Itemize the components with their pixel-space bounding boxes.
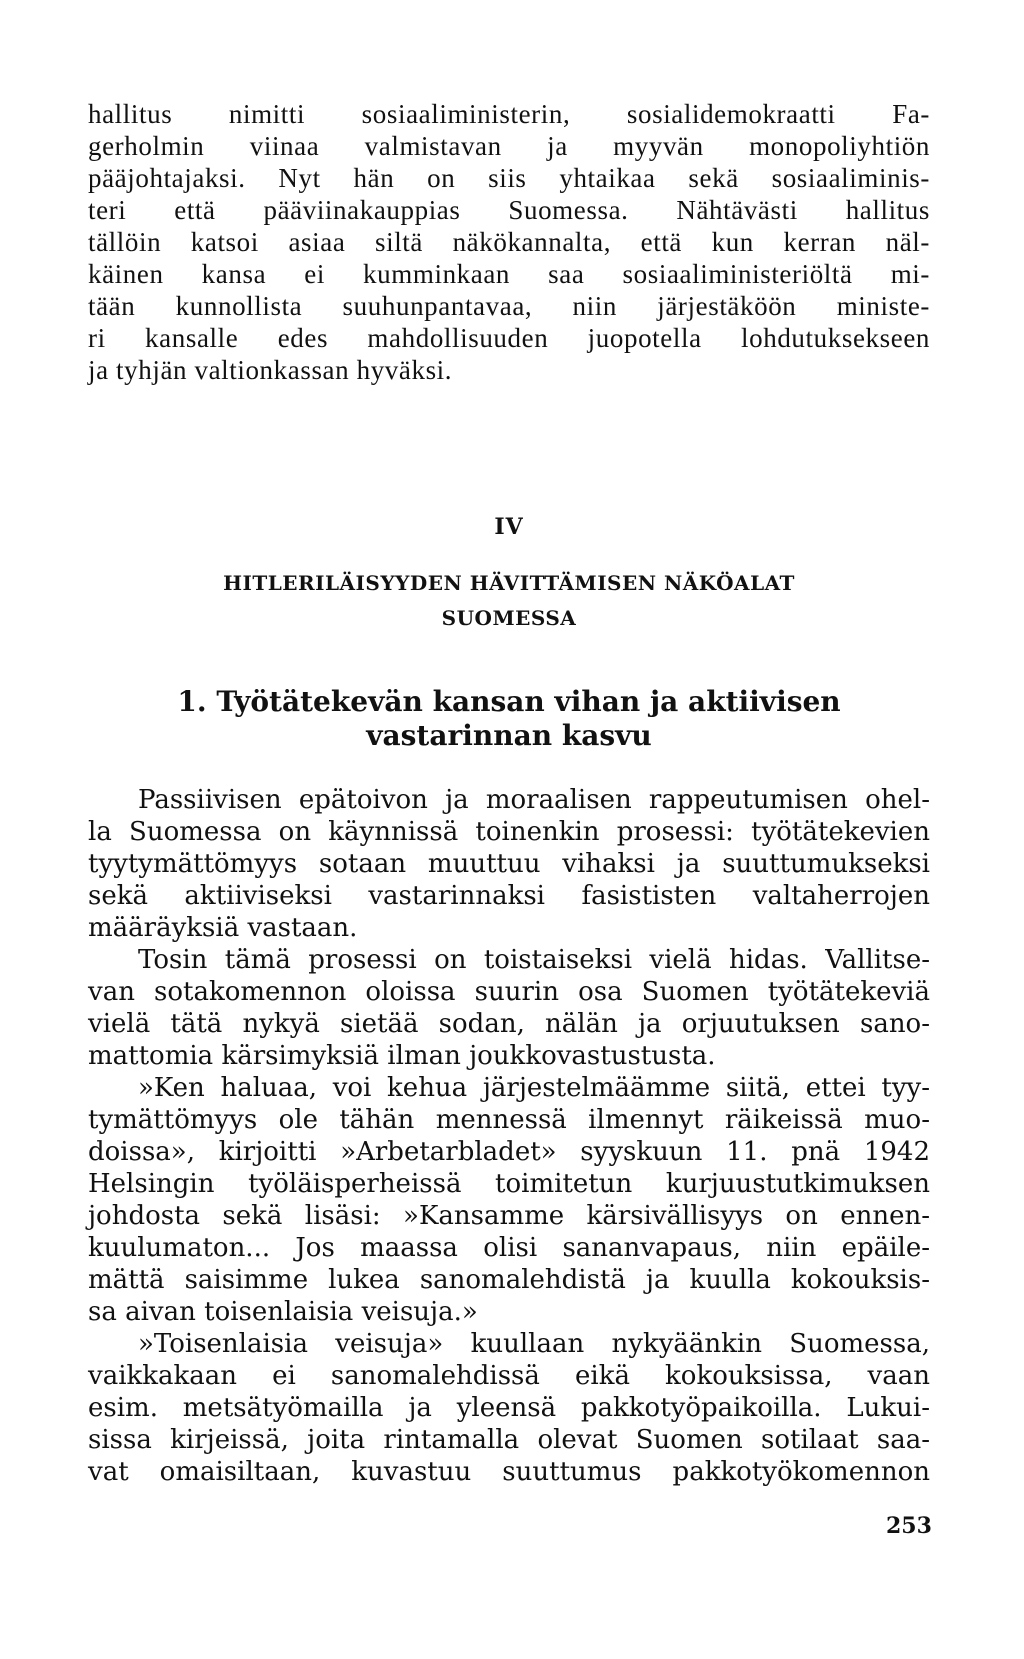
text-line: sa aivan toisenlaisia veisuja.» [88,1297,478,1327]
text-line: johdosta sekä lisäsi: »Kansamme kärsivällisyys on ennen- [88,1201,930,1231]
text-line: Passiivisen epätoivon ja moraalisen rappeutumisen ohel- [138,785,930,815]
text-line: vat omaisiltaan, kuvastuu suuttumus pakkotyökomennon [88,1457,930,1487]
page-number: 253 [886,1513,932,1539]
text-line: van sotakomennon oloissa suurin osa Suomen työtätekeviä [88,977,930,1007]
section-title-continued: vastarinnan kasvu [366,719,652,752]
text-line: doissa», kirjoitti »Arbetarbladet» syyskuun 11. pnä 1942 [88,1137,930,1167]
text-line: »Toisenlaisia veisuja» kuullaan nykyäänkin Suomessa, [138,1329,930,1359]
text-line: gerholmin viinaa valmistavan ja myyvän monopoliyhtiön [88,131,930,161]
text-line: mattomia kärsimyksiä ilman joukkovastustusta. [88,1041,716,1071]
text-line: tymättömyys ole tähän mennessä ilmennyt räikeissä muo- [88,1105,930,1135]
text-line: Tosin tämä prosessi on toistaiseksi vielä hidas. Vallitse- [138,945,930,975]
text-line: tään kunnollista suuhunpantavaa, niin järjestäköön ministe- [88,291,930,321]
chapter-title-continued: SUOMESSA [441,606,577,630]
text-line: sekä aktiiviseksi vastarinnaksi fasististen valtaherrojen [88,881,930,911]
text-line: teri että pääviinakauppias Suomessa. Nähtävästi hallitus [88,195,930,225]
text-line: sissa kirjeissä, joita rintamalla olevat Suomen sotilaat saa- [88,1425,930,1455]
text-line: hallitus nimitti sosiaaliministerin, sosialidemokraatti Fa- [88,99,930,129]
text-line: vaikkakaan ei sanomalehdissä eikä kokouksissa, vaan [88,1361,930,1391]
text-line: vielä tätä nykyä sietää sodan, nälän ja orjuutuksen sano- [88,1009,930,1039]
section-title: 1. Työtätekevän kansan vihan ja aktiivisen [177,685,841,718]
text-line: tyytymättömyys sotaan muuttuu vihaksi ja suuttumukseksi [88,849,930,879]
text-line: kuulumaton... Jos maassa olisi sananvapaus, niin epäile- [88,1233,930,1263]
text-line: mättä saisimme lukea sanomalehdistä ja kuulla kokouksis- [88,1265,930,1295]
text-line: la Suomessa on käynnissä toinenkin prosessi: työtätekevien [88,817,930,847]
text-line: Helsingin työläisperheissä toimitetun kurjuustutkimuksen [88,1169,930,1199]
text-line: määräyksiä vastaan. [88,913,358,943]
text-line: pääjohtajaksi. Nyt hän on siis yhtaikaa sekä sosiaaliminis- [88,163,930,193]
chapter-title: HITLERILÄISYYDEN HÄVITTÄMISEN NÄKÖALAT [223,571,795,595]
text-line: ri kansalle edes mahdollisuuden juopotella lohdutuksekseen [88,323,930,353]
text-line: käinen kansa ei kumminkaan saa sosiaaliministeriöltä mi- [88,259,930,289]
text-line: »Ken haluaa, voi kehua järjestelmäämme siitä, ettei tyy- [138,1073,930,1103]
text-line: esim. metsätyömailla ja yleensä pakkotyöpaikoilla. Lukui- [88,1393,930,1423]
chapter-number: IV [494,514,524,540]
text-line: tällöin katsoi asiaa siltä näkökannalta, että kun kerran näl- [88,227,930,257]
text-line: ja tyhjän valtionkassan hyväksi. [88,355,453,385]
